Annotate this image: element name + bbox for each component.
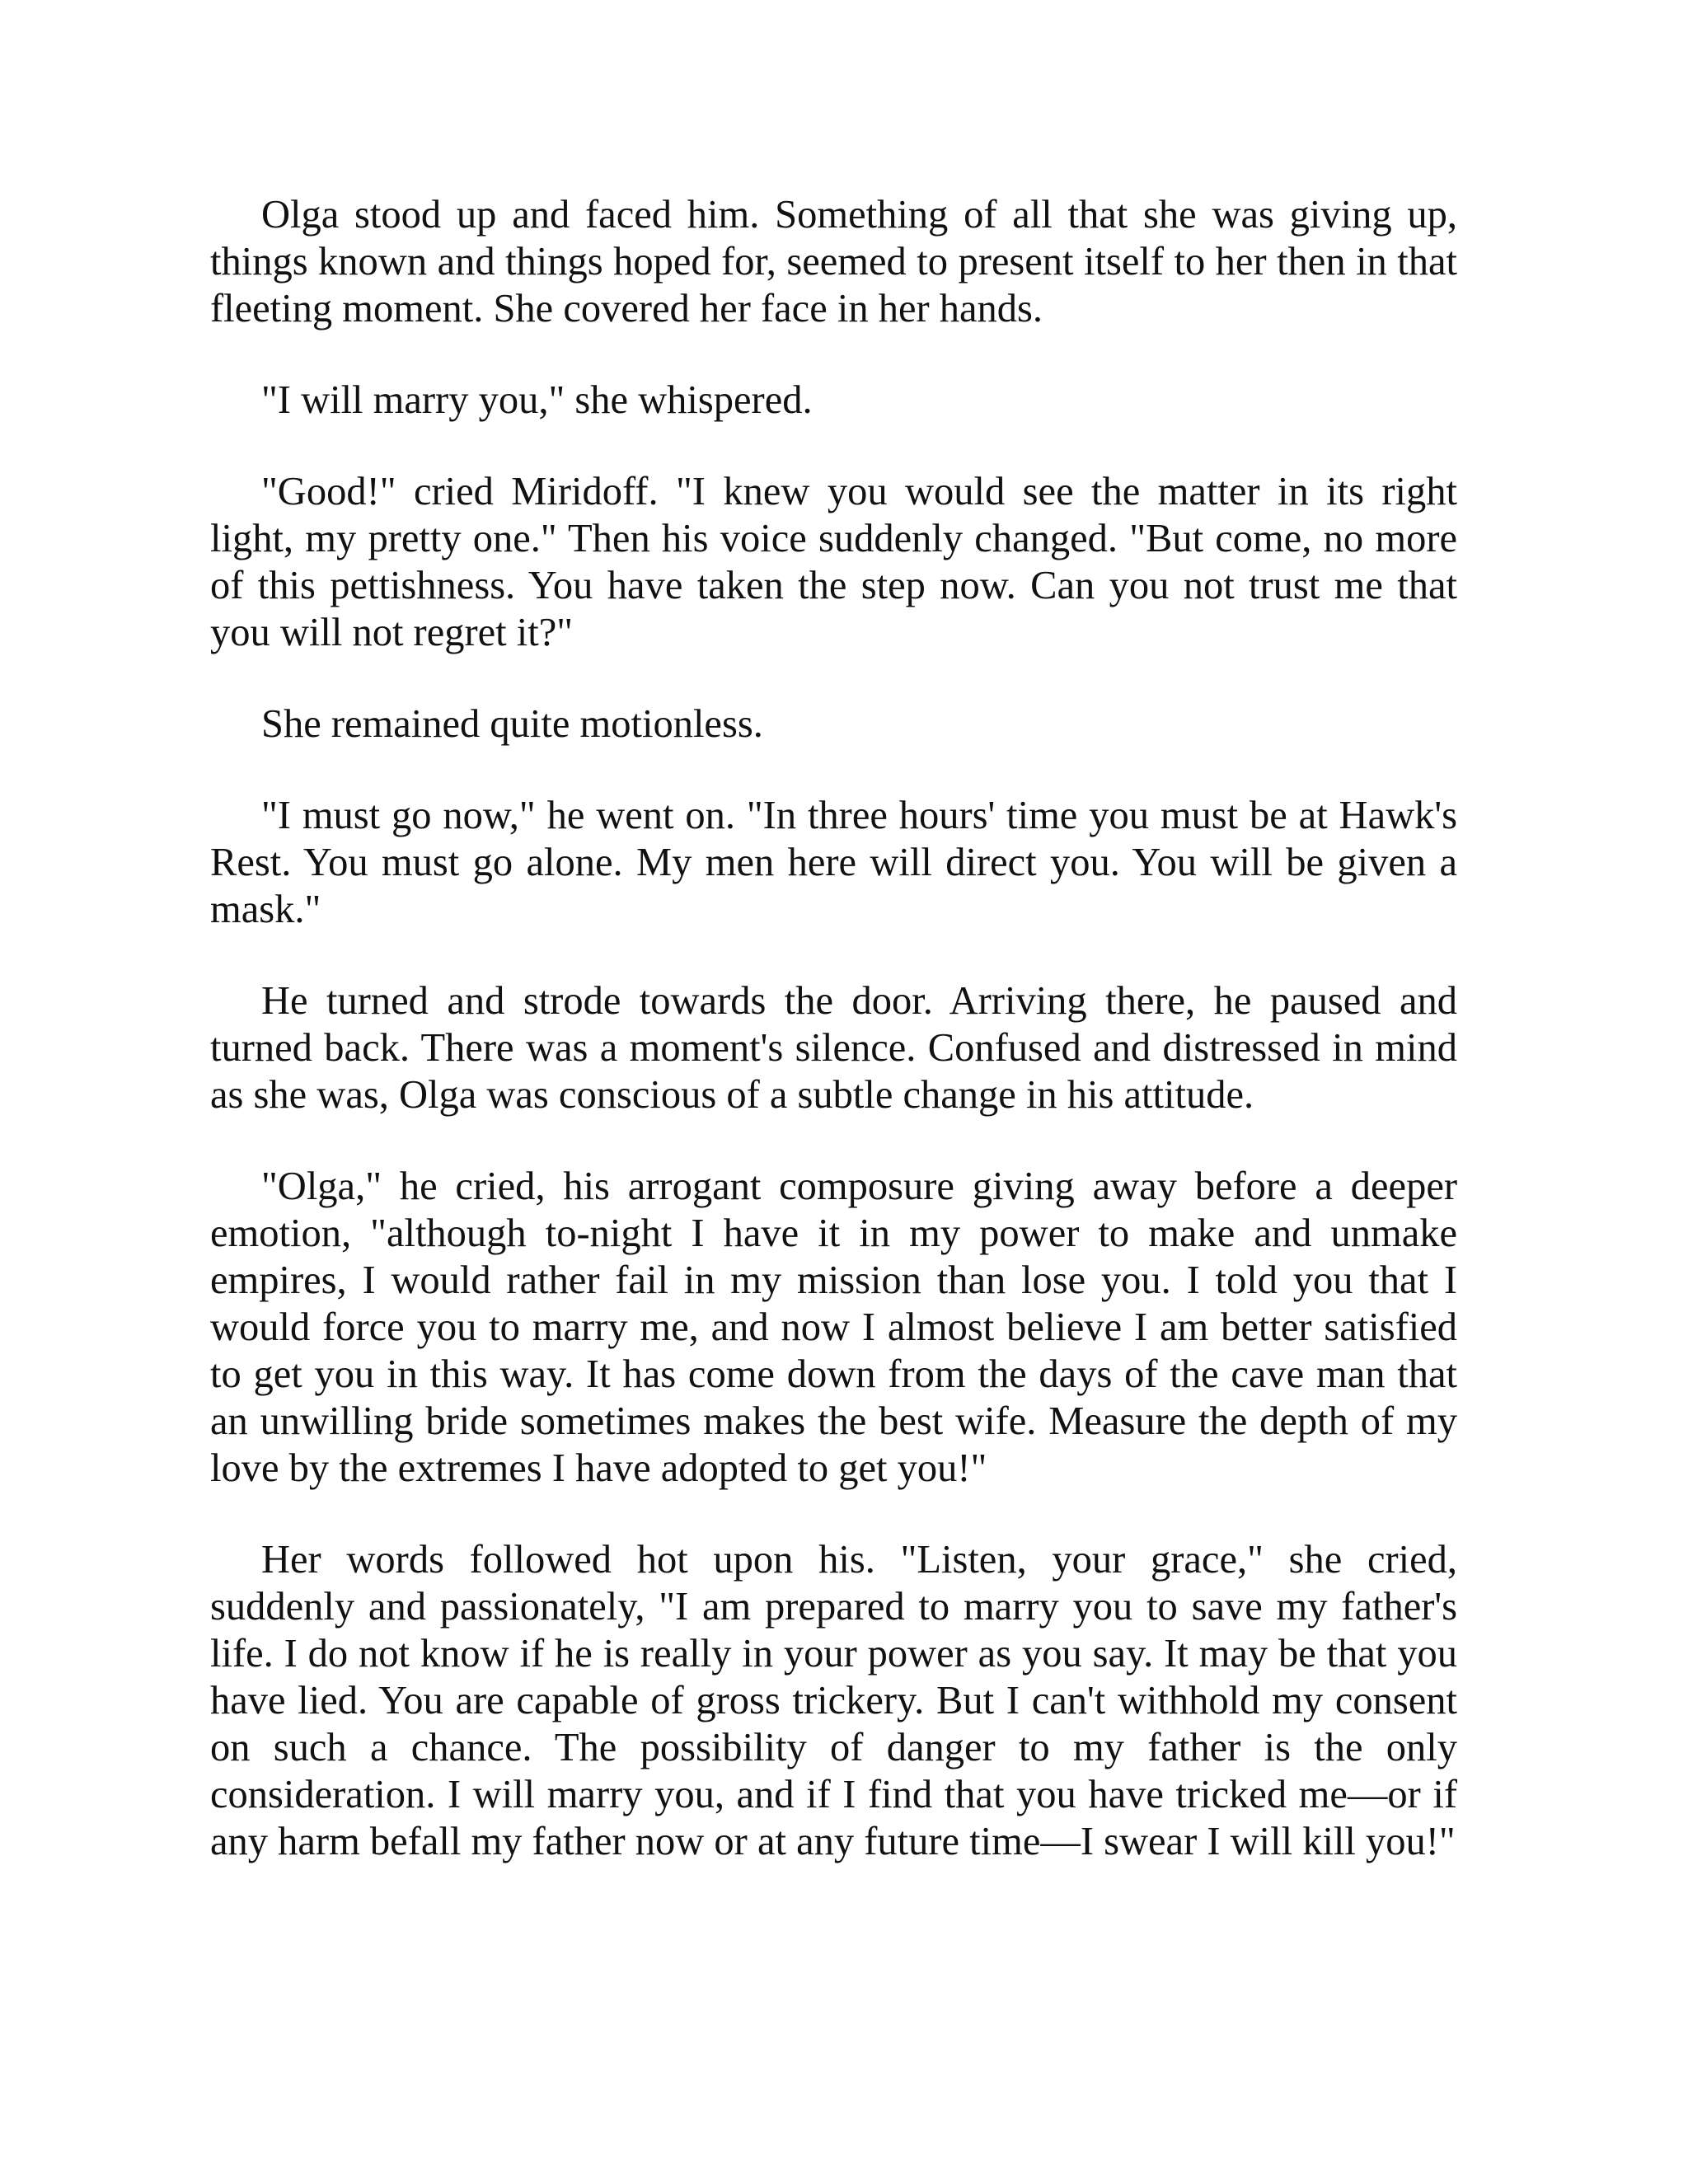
page-body bbox=[210, 191, 1457, 1910]
paragraph-7: "Olga," he cried, his arrogant composure giving away before a deeper emotion, "although to-night I have it in my power to make and unmake empires, I would rather fail in my mission than lose you. I told you that I would force you to marry me, and now I almost believe I am better satisfied to get you in this way. It has come down from the days of the cave man that an unwilling bride sometimes makes the best wife. Measure the depth of my love by the extremes I have adopted to get you!" bbox=[210, 1165, 1457, 1490]
paragraph-4: She remained quite motionless. bbox=[261, 702, 763, 746]
paragraph-8: Her words followed hot upon his. "Listen, your grace," she cried, suddenly and passionately, "I am prepared to marry you to save my father's life. I do not know if he is really in your power as you say. It may be that you have lied. You are capable of gross trickery. But I can't withhold my consent on such a chance. The possibility of danger to my father is the only consideration. I will marry you, and if I find that you have tricked me—or if any harm befall my father now or at any future time—I swear I will kill you!" bbox=[210, 1538, 1457, 1863]
paragraph-3: "Good!" cried Miridoff. "I knew you would see the matter in its right light, my pretty one." Then his voice suddenly changed. "But come, no more of this pettishness. You have taken the step now. Can you not trust me that you will not regret it?" bbox=[210, 470, 1457, 654]
paragraph-1: Olga stood up and faced him. Something of all that she was giving up, things known and things hoped for, seemed to present itself to her then in that fleeting moment. She covered her face in her hands. bbox=[210, 193, 1457, 330]
paragraph-2: "I will marry you," she whispered. bbox=[261, 378, 813, 422]
paragraph-5: "I must go now," he went on. "In three hours' time you must be at Hawk's Rest. You must go alone. My men here will direct you. You will be given a mask." bbox=[210, 794, 1457, 931]
paragraph-6: He turned and strode towards the door. Arriving there, he paused and turned back. There was a moment's silence. Confused and distressed in mind as she was, Olga was conscious of a subtle change in his attitude. bbox=[210, 979, 1457, 1117]
